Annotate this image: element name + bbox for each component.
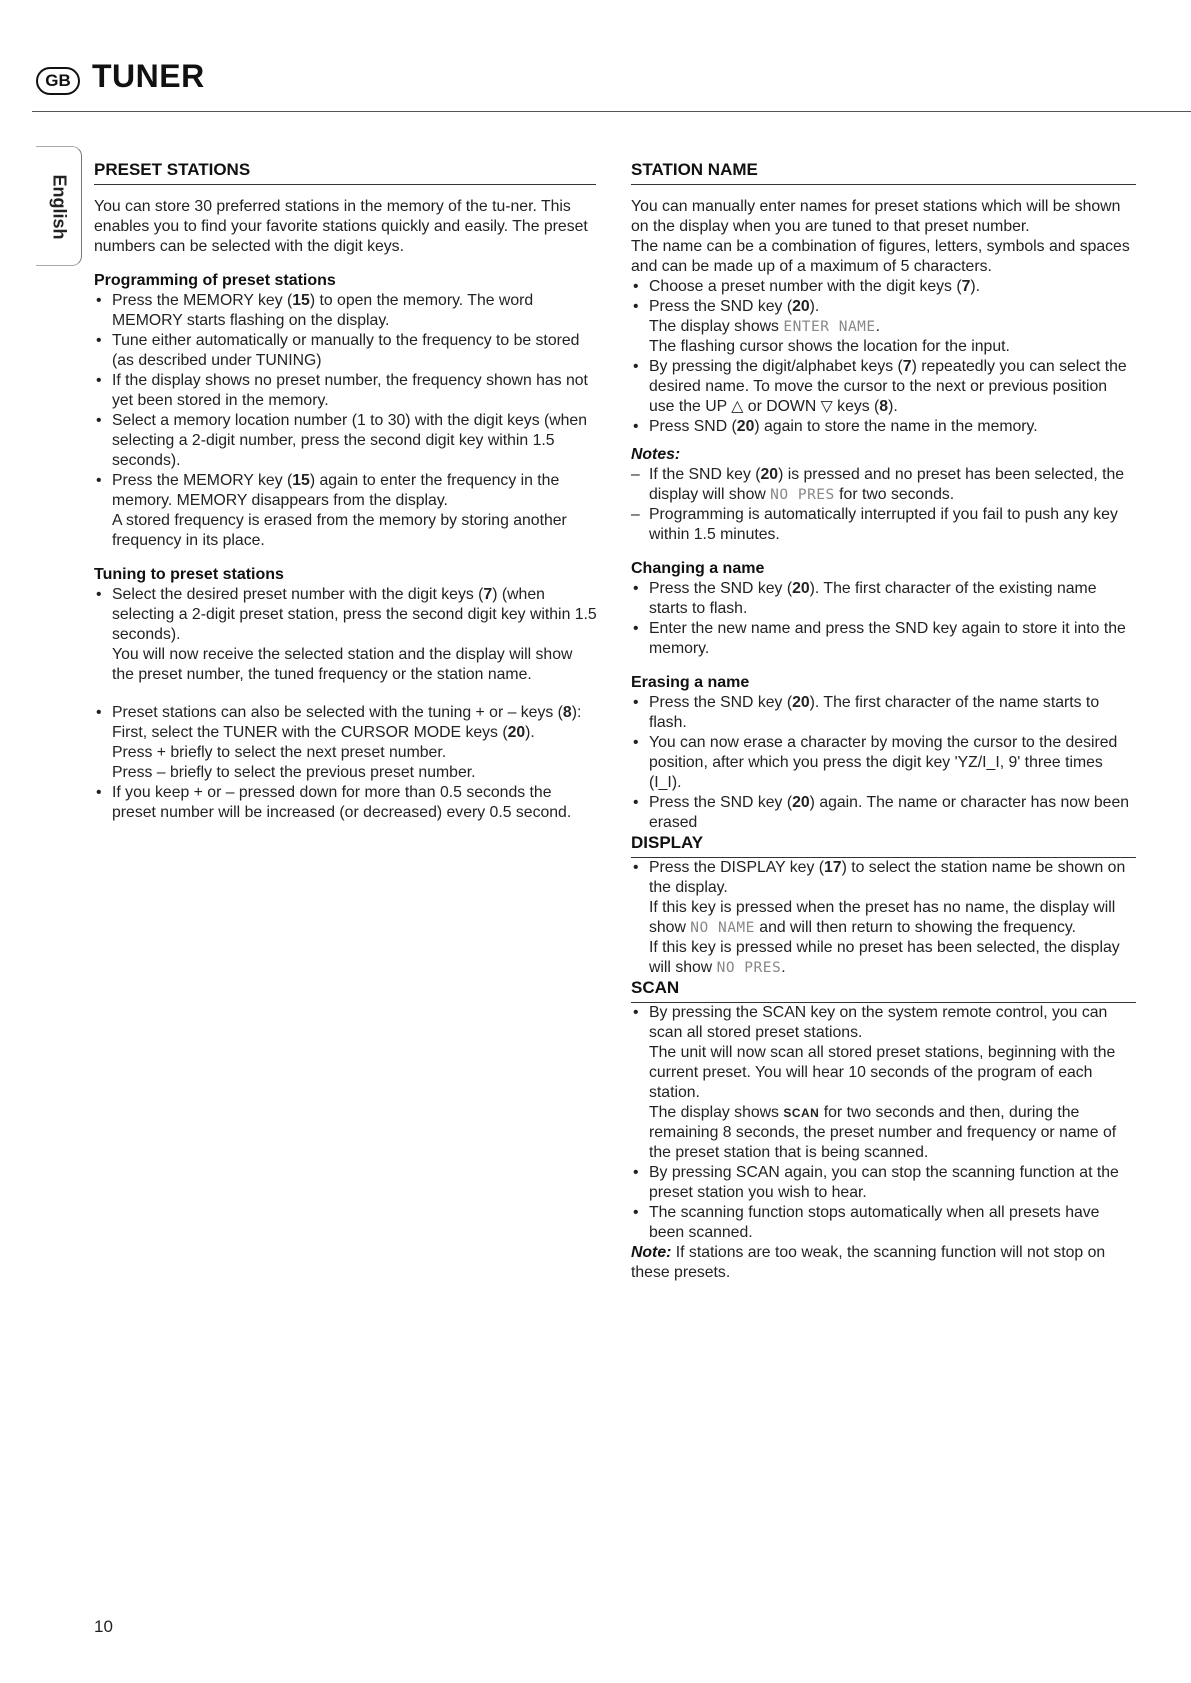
programming-item: • If the display shows no preset number, the frequency shown has not yet been stored in the memory. [94, 371, 598, 411]
tuning-item: • Preset stations can also be selected with the tuning + or – keys (8): First, select the TUNER with the CURSOR MODE keys (20). Press + briefly to select the next preset number. Press – briefly to select the previous preset number. [94, 703, 598, 783]
scan-note: Note: If stations are too weak, the scanning function will not stop on these presets. [631, 1244, 1106, 1281]
lcd-no-pres-2: NO PRES [716, 960, 782, 976]
programming-item: • Select a memory location number (1 to 30) with the digit keys (when selecting a 2-digit number, press the second digit key within 1.5 seconds). [94, 411, 598, 471]
preset-stations-heading: PRESET STATIONS [94, 160, 596, 185]
programming-item: • Tune either automatically or manually to the frequency to be stored (as described under TUNING) [94, 331, 598, 371]
erasing-name-item: • You can now erase a character by moving the cursor to the desired position, after which you press the digit key 'YZ/I_I, 9' three times (I_I). [631, 733, 1136, 793]
page-title: TUNER [92, 58, 205, 94]
station-name-step: • Press the SND key (20). The display shows ENTER NAME. The flashing cursor shows the location for the input. [631, 297, 1136, 357]
lcd-no-pres: NO PRES [770, 487, 835, 503]
programming-heading: Programming of preset stations [94, 272, 336, 289]
notes-list [631, 465, 1136, 545]
language-tab-label: English [49, 174, 70, 240]
changing-name-heading: Changing a name [631, 560, 765, 577]
station-name-intro-1: You can manually enter names for preset stations which will be shown on the display when you are tuned to that preset number. [631, 198, 1121, 235]
changing-name-item: • Enter the new name and press the SND key again to store it into the memory. [631, 619, 1136, 659]
erasing-name-item: • Press the SND key (20). The first character of the name starts to flash. [631, 693, 1136, 733]
right-column [631, 160, 1136, 1283]
programming-item: • Press the MEMORY key (15) again to enter the frequency in the memory. MEMORY disappears from the display. A stored frequency is erased from the memory by storing another frequency in its place. [94, 471, 598, 551]
lcd-enter-name: ENTER NAME [783, 319, 876, 335]
header-rule [32, 111, 1191, 112]
lcd-no-name: NO NAME [690, 920, 755, 936]
note-item: – Programming is automatically interrupted if you fail to push any key within 1.5 minutes. [631, 505, 1136, 545]
display-item: • Press the DISPLAY key (17) to select the station name be shown on the display. If this key is pressed when the preset has no name, the display will show NO NAME and will then return to showing the frequency. If this key is pressed while no preset has been selected, the display will show NO PRES. [631, 858, 1136, 978]
note-item: – If the SND key (20) is pressed and no preset has been selected, the display will show NO PRES for two seconds. [631, 465, 1136, 505]
gb-language-badge: GB [36, 67, 80, 95]
tuning-presets-list [94, 585, 598, 823]
period: . [875, 318, 881, 335]
preset-intro: You can store 30 preferred stations in the memory of the tu-ner. This enables you to find your favorite stations quickly and easily. The preset numbers can be selected with the digit keys. [94, 198, 588, 255]
display-list [631, 858, 1136, 978]
station-name-intro-2: The name can be a combination of figures, letters, symbols and spaces and can be made up of a maximum of 5 characters. [631, 238, 1130, 275]
cursor-text: The flashing cursor shows the location for the input. [649, 338, 1010, 355]
display-no-name-text: If this key is pressed when the preset has no name, the display will show [649, 899, 1116, 936]
page-header [32, 54, 1191, 112]
station-name-step: • Press SND (20) again to store the name in the memory. [631, 417, 1136, 437]
tuning-presets-heading: Tuning to preset stations [94, 566, 284, 583]
scan-item: • By pressing the SCAN key on the system remote control, you can scan all stored preset stations. The unit will now scan all stored preset stations, beginning with the current preset. You will hear 10 seconds of the program of each station. The display shows SCAN for two seconds and then, during the remaining 8 seconds, the preset number and frequency or name of the preset station that is being scanned. [631, 1003, 1136, 1163]
changing-name-item: • Press the SND key (20). The first character of the existing name starts to flash. [631, 579, 1136, 619]
tuning-item: • Select the desired preset number with the digit keys (7) (when selecting a 2-digit preset station, press the second digit key within 1.5 seconds). You will now receive the selected station and the display will show the preset number, the tuned frequency or the station name. [94, 585, 598, 685]
display-shows-text: The display shows [649, 318, 779, 335]
programming-list [94, 291, 598, 551]
station-name-heading: STATION NAME [631, 160, 1136, 185]
scan-display-word: SCAN [783, 1106, 820, 1120]
notes-label: Notes: [631, 446, 681, 463]
station-name-steps [631, 277, 1136, 437]
page-number: 10 [94, 1617, 113, 1636]
erasing-name-list [631, 693, 1136, 833]
scan-item: • By pressing SCAN again, you can stop the scanning function at the preset station you wish to hear. [631, 1163, 1136, 1203]
left-column [94, 160, 598, 823]
display-heading: DISPLAY [631, 833, 1136, 858]
changing-name-list [631, 579, 1136, 659]
programming-item: • Press the MEMORY key (15) to open the memory. The word MEMORY starts flashing on the display. [94, 291, 598, 331]
erasing-name-item: • Press the SND key (20) again. The name or character has now been erased [631, 793, 1136, 833]
erasing-name-heading: Erasing a name [631, 674, 750, 691]
tuning-item: • If you keep + or – pressed down for more than 0.5 seconds the preset number will be increased (or decreased) every 0.5 second. [94, 783, 598, 823]
scan-heading: SCAN [631, 978, 1136, 1003]
language-tab [36, 146, 82, 266]
scan-list [631, 1003, 1136, 1243]
station-name-step: • Choose a preset number with the digit keys (7). [631, 277, 1136, 297]
display-no-pres-text: If this key is pressed while no preset has been selected, the display will show [649, 939, 1120, 976]
scan-item: • The scanning function stops automatically when all presets have been scanned. [631, 1203, 1136, 1243]
station-name-step: • By pressing the digit/alphabet keys (7) repeatedly you can select the desired name. To move the cursor to the next or previous position use the UP △ or DOWN ▽ keys (8). [631, 357, 1136, 417]
